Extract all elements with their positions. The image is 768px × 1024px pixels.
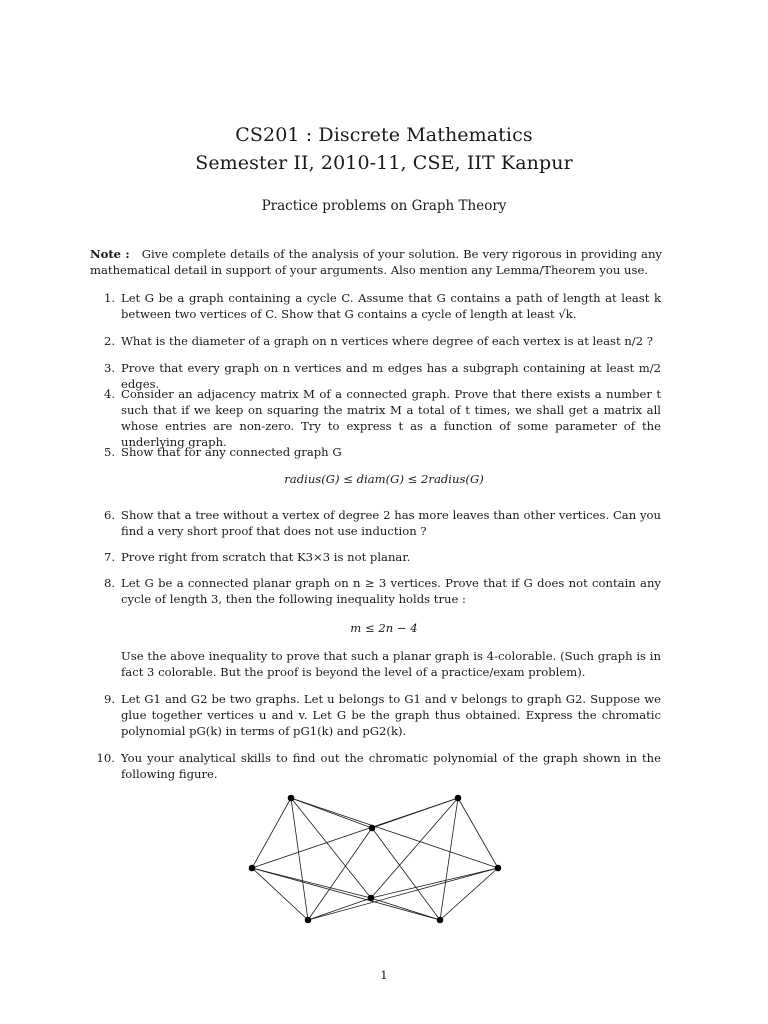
graph-edges xyxy=(252,798,498,920)
graph-vertex xyxy=(455,795,462,802)
equation-planar-bound: m ≤ 2n − 4 xyxy=(350,621,418,635)
graph-edge xyxy=(252,868,371,898)
graph-vertex xyxy=(305,917,312,924)
graph-vertex xyxy=(288,795,295,802)
graph-edge xyxy=(371,898,440,920)
problem-text: Let G be a graph containing a cycle C. Assume that G contains a path of length at least k between two vertices of C. Show that G contains a cycle of length at least √k. xyxy=(121,291,661,321)
problem-number: 3. xyxy=(103,361,115,375)
problem-text: You your analytical skills to find out the chromatic polynomial of the graph shown in the following figure. xyxy=(121,751,661,781)
graph-vertices xyxy=(249,795,502,924)
problem-text: What is the diameter of a graph on n vertices where degree of each vertex is at least n/2 ? xyxy=(121,334,653,348)
graph-edge xyxy=(291,798,498,868)
problem-text: Use the above inequality to prove that such a planar graph is 4-colorable. (Such graph is in fact 3 colorable. But the proof is beyond the level of a practice/exam problem). xyxy=(121,649,661,679)
graph-edge xyxy=(371,868,498,898)
note-label: Note : xyxy=(90,247,130,261)
graph-vertex xyxy=(437,917,444,924)
problem-number: 4. xyxy=(103,387,115,401)
course-title: CS201 : Discrete Mathematics xyxy=(235,124,533,146)
graph-vertex xyxy=(368,895,375,902)
problem-text: Consider an adjacency matrix M of a connected graph. Prove that there exists a number t such that if we keep on squaring the matrix M a total of t times, we shall get a matrix all whose entries are non-zero. Try to express t as a function of some parameter of the underlying graph. xyxy=(121,387,661,449)
graph-edge xyxy=(308,828,372,920)
equation-radius-diameter: radius(G) ≤ diam(G) ≤ 2radius(G) xyxy=(284,472,484,486)
problem-number: 2. xyxy=(103,334,115,348)
document-subtitle: Practice problems on Graph Theory xyxy=(261,198,507,214)
problem-text: Prove right from scratch that K3×3 is not planar. xyxy=(121,550,411,564)
graph-vertex xyxy=(495,865,502,872)
graph-edge xyxy=(252,798,291,868)
problem-text: Prove that every graph on n vertices and m edges has a subgraph containing at least m/2 edges. xyxy=(121,361,661,391)
problem-number: 7. xyxy=(103,550,115,564)
graph-edge xyxy=(308,898,371,920)
note-text: Give complete details of the analysis of your solution. Be very rigorous in providing any mathematical detail in support of your arguments. Also mention any Lemma/Theorem you use. xyxy=(90,247,662,277)
graph-vertex xyxy=(369,825,376,832)
problem-number: 6. xyxy=(103,508,115,522)
problem-number: 5. xyxy=(103,445,115,459)
semester-line: Semester II, 2010-11, CSE, IIT Kanpur xyxy=(195,152,573,174)
problem-text: Let G1 and G2 be two graphs. Let u belongs to G1 and v belongs to graph G2. Suppose we glue together vertices u and v. Let G be the graph thus obtained. Express the chromatic polynomial pG(k) in terms of pG1(k) and pG2(k). xyxy=(121,692,661,738)
problem-text: Show that for any connected graph G xyxy=(121,445,342,459)
problem-number: 9. xyxy=(103,692,115,706)
problem-number: 1. xyxy=(103,291,115,305)
graph-vertex xyxy=(249,865,256,872)
graph-edge xyxy=(440,798,458,920)
problem-number: 10. xyxy=(96,751,115,765)
graph-edge xyxy=(372,828,440,920)
graph-edge xyxy=(458,798,498,868)
problem-text: Let G be a connected planar graph on n ≥ 3 vertices. Prove that if G does not contain any cycle of length 3, then the following inequality holds true : xyxy=(121,576,661,606)
problem-number: 8. xyxy=(103,576,115,590)
page-number: 1 xyxy=(380,968,388,982)
problem-text: Show that a tree without a vertex of degree 2 has more leaves than other vertices. Can you find a very short proof that does not use induction ? xyxy=(121,508,661,538)
